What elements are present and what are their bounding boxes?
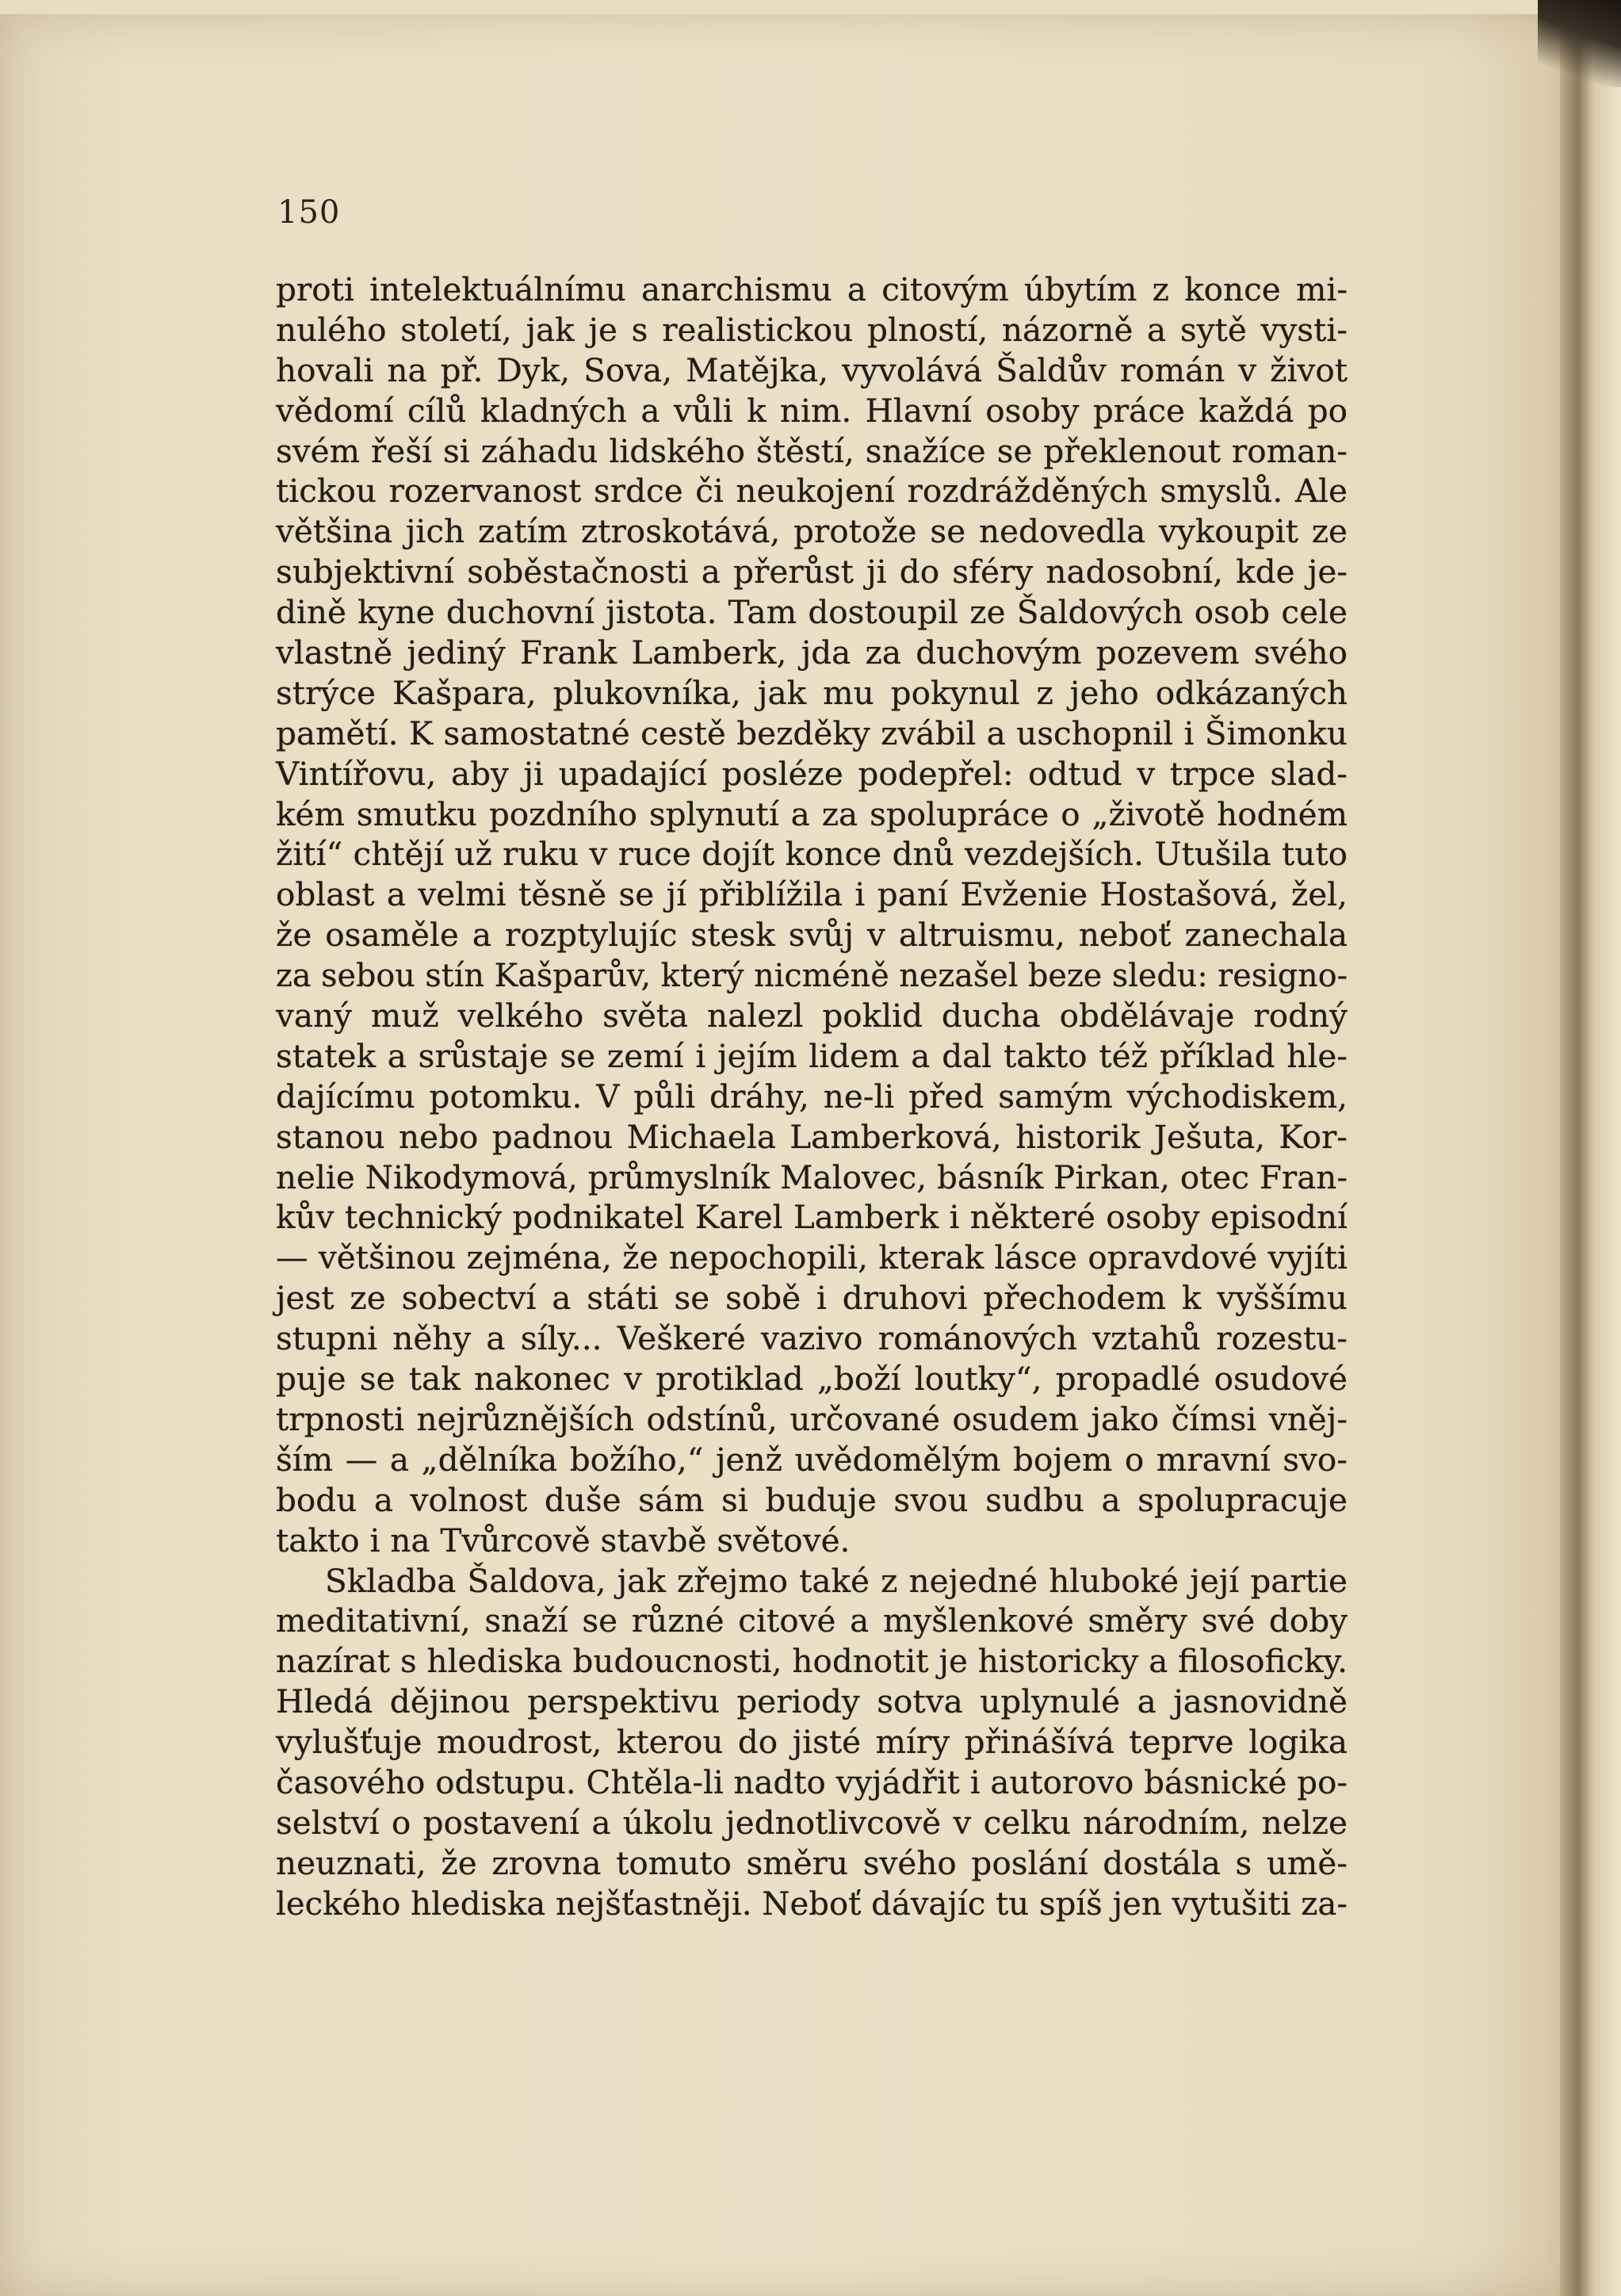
text-line: vlastně jediný Frank Lamberk, jda za duchovým pozevem svého (276, 633, 1348, 672)
text-line: časového odstupu. Chtěla-li nadto vyjádřit i autorovo básnické po- (276, 1762, 1348, 1801)
text-line: kův technický podnikatel Karel Lamberk i některé osoby episodní (276, 1198, 1348, 1237)
text-line: nulého století, jak je s realistickou plností, názorně a sytě vysti- (276, 310, 1348, 349)
page-number: 150 (277, 194, 341, 231)
text-line: že osaměle a rozptylujíc stesk svůj v altruismu, neboť zanechala (276, 916, 1348, 955)
text-line: bodu a volnost duše sám si buduje svou sudbu a spolupracuje (276, 1480, 1348, 1519)
text-line: stanou nebo padnou Michaela Lamberková, historik Ješuta, Kor- (276, 1117, 1348, 1156)
text-line: vědomí cílů kladných a vůli k nim. Hlavní osoby práce každá po (276, 391, 1348, 430)
text-line: dině kyne duchovní jistota. Tam dostoupil ze Šaldových osob cele (276, 593, 1348, 632)
text-line: strýce Kašpara, plukovníka, jak mu pokynul z jeho odkázaných (276, 673, 1348, 712)
text-line: žití“ chtějí už ruku v ruce dojít konce dnů vezdejších. Utušila tuto (276, 835, 1348, 874)
text-line: jest ze sobectví a státi se sobě i druhovi přechodem k vyššímu (276, 1279, 1348, 1318)
binding-shadow (1538, 0, 1621, 87)
text-line: selství o postavení a úkolu jednotlivcově v celku národním, nelze (276, 1803, 1348, 1842)
text-line: za sebou stín Kašparův, který nicméně nezašel beze sledu: resigno- (276, 956, 1348, 995)
text-line: nazírat s hlediska budoucnosti, hodnotit je historicky a filosoficky. (276, 1642, 1348, 1681)
text-line: leckého hlediska nejšťastněji. Neboť dávajíc tu spíš jen vytušiti za- (276, 1884, 1348, 1923)
text-line: nelie Nikodymová, průmyslník Malovec, básník Pirkan, otec Fran- (276, 1158, 1348, 1196)
text-line: vaný muž velkého světa nalezl poklid ducha obdělávaje rodný (276, 997, 1348, 1035)
text-line: Hledá dějinou perspektivu periody sotva uplynulé a jasnovidně (276, 1682, 1348, 1721)
text-line: tickou rozervanost srdce či neukojení rozdrážděných smyslů. Ale (276, 472, 1348, 511)
text-line: statek a srůstaje se zemí i jejím lidem a dal takto též příklad hle- (276, 1036, 1348, 1075)
body-text (276, 270, 1348, 1924)
text-line: stupni něhy a síly... Veškeré vazivo románových vztahů rozestu- (276, 1319, 1348, 1358)
text-line: vylušťuje moudrost, kterou do jisté míry přinášívá teprve logika (276, 1723, 1348, 1762)
text-line: — většinou zejména, že nepochopili, kterak lásce opravdové vyjíti (276, 1238, 1348, 1277)
text-line: většina jich zatím ztroskotává, protože se nedovedla vykoupit ze (276, 512, 1348, 551)
text-line: puje se tak nakonec v protiklad „boží loutky“, propadlé osudové (276, 1360, 1348, 1399)
paragraph-end-line: takto i na Tvůrcově stavbě světové. (276, 1521, 851, 1559)
text-line: dajícímu potomku. V půli dráhy, ne-li před samým východiskem, (276, 1077, 1348, 1115)
text-line: svém řeší si záhadu lidského štěstí, snažíce se překlenout roman- (276, 431, 1348, 470)
text-line: ším — a „dělníka božího,“ jenž uvědomělým bojem o mravní svo- (276, 1440, 1348, 1479)
text-line: meditativní, snaží se různé citové a myšlenkové směry své doby (276, 1601, 1348, 1640)
text-line: proti intelektuálnímu anarchismu a citovým úbytím z konce mi- (276, 270, 1348, 308)
page-edge (1560, 0, 1621, 2296)
text-line: oblast a velmi těsně se jí přiblížila i paní Evženie Hostašová, žel, (276, 875, 1348, 914)
text-line: hovali na př. Dyk, Sova, Matějka, vyvolává Šaldův román v život (276, 350, 1348, 389)
text-line: subjektivní soběstačnosti a přerůst ji do sféry nadosobní, kde je- (276, 553, 1348, 591)
text-line: pamětí. K samostatné cestě bezděky zvábil a uschopnil i Šimonku (276, 714, 1348, 752)
text-line: neuznati, že zrovna tomuto směru svého poslání dostála s umě- (276, 1843, 1348, 1882)
text-line: Vintířovu, aby ji upadající posléze podepřel: odtud v trpce slad- (276, 754, 1348, 793)
text-line: trpnosti nejrůznějších odstínů, určované osudem jako čímsi vněj- (276, 1399, 1348, 1438)
text-line: kém smutku pozdního splynutí a za spolupráce o „životě hodném (276, 794, 1348, 833)
paragraph-start-line: Skladba Šaldova, jak zřejmo také z nejedné hluboké její partie (325, 1561, 1348, 1600)
